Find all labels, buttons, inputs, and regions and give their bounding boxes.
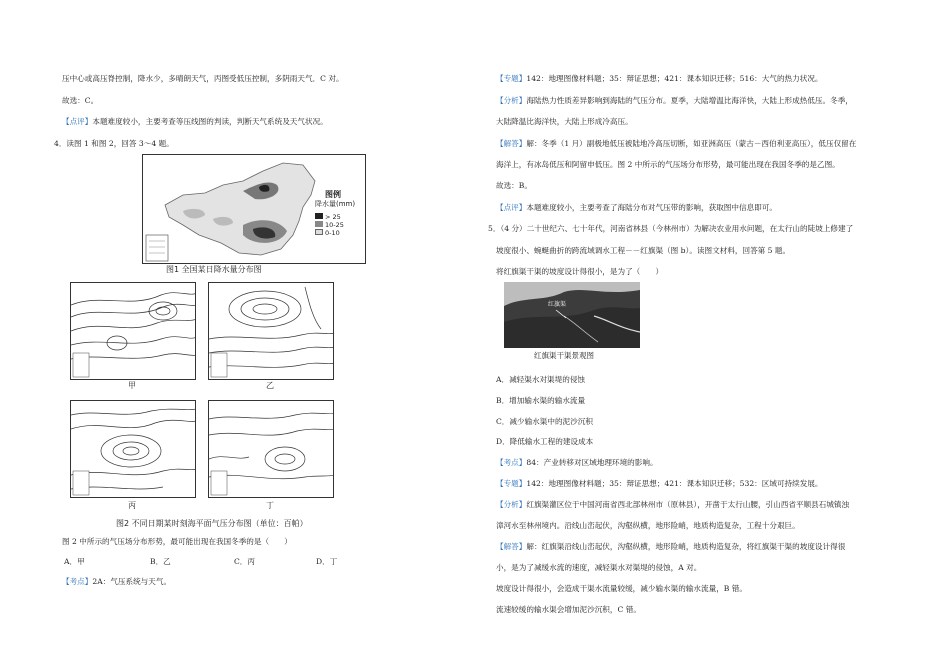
panel-label-bing: 丙	[128, 501, 136, 510]
comment-line	[62, 118, 328, 126]
comment-line	[496, 204, 777, 212]
answer-line	[496, 543, 845, 551]
option-b: B．增加输水渠的输水流量	[496, 396, 586, 405]
figure-1-caption: 图1 全国某日降水量分布图	[166, 265, 262, 274]
analysis-line	[496, 501, 849, 509]
knowledge-tag: 【考点】	[62, 577, 93, 586]
comment-tag: 【点评】	[62, 117, 93, 126]
text-line: 海洋上，有冰岛低压和阿留申低压。图 2 中所示的气压场分布形势，最可能出现在我国冬季的是乙图。	[496, 160, 840, 169]
analysis-tag: 【分析】	[496, 500, 527, 509]
question-text: 将红旗渠干渠的坡度设计得很小，是为了（ ）	[496, 267, 664, 276]
text-line: 故选：C。	[62, 96, 99, 105]
precipitation-map	[142, 154, 366, 264]
legend-item	[315, 221, 344, 229]
legend-title: 图例	[325, 190, 341, 199]
knowledge-line	[62, 578, 171, 586]
landscape-graphic	[504, 282, 640, 348]
text-line: 漳河水至林州境内。沿线山峦起伏，沟壑纵横，地形险峭，地质构造复杂，工程十分艰巨。	[496, 521, 800, 530]
legend-item	[315, 213, 344, 221]
legend-items	[315, 213, 344, 237]
topic-line	[496, 75, 823, 83]
knowledge-text: 2A：气压系统与天气。	[92, 577, 172, 586]
topic-text: 142：地理图像材料题；35：辩证思想；421：课本知识迁移；516：大气的热力状况。	[526, 74, 823, 83]
topic-tag: 【专题】	[496, 479, 527, 488]
question-5: 5．（4 分）二十世纪六、七十年代，河南省林县（今林州市）为解决农业用水问题，在太行山的陡坡上修建了	[488, 224, 854, 233]
pressure-map-jia	[70, 282, 196, 380]
legend-swatch	[315, 229, 323, 235]
topic-line	[496, 480, 823, 488]
analysis-text: 海陆热力性质差异影响到海陆的气压分布。夏季，大陆增温比海洋快，大陆上形成热低压。冬季，	[526, 96, 853, 105]
text-line: 小，是为了减缓水流的速度，减轻渠水对渠堤的侵蚀，A 对。	[496, 563, 702, 572]
pressure-map-ding	[208, 400, 334, 498]
legend-subtitle: 降水量(mm)	[315, 200, 356, 208]
knowledge-text: 84：产业转移对区域地理环境的影响。	[526, 458, 658, 467]
legend-swatch	[315, 221, 323, 227]
comment-tag: 【点评】	[496, 203, 527, 212]
text-line: 压中心或高压脊控制，降水少，多晴朗天气，丙图受低压控制，多阴雨天气．C 对。	[62, 74, 344, 83]
photo-caption: 红旗渠干渠景观图	[534, 351, 594, 360]
isobar-graphic	[71, 283, 196, 380]
comment-text: 本题难度较小，主要考查等压线图的判读，判断天气系统及天气状况。	[92, 117, 328, 126]
knowledge-line	[496, 459, 658, 467]
analysis-line	[496, 97, 853, 105]
text-line: 故选：B。	[496, 181, 532, 190]
topic-tag: 【专题】	[496, 74, 527, 83]
option-d: D．降低输水工程的建设成本	[496, 437, 594, 446]
answer-text: 解：红旗渠沿线山峦起伏，沟壑纵横，地形险峭，地质构造复杂，将红旗渠干渠的坡度设计得很	[526, 542, 846, 551]
option-d: D．丁	[316, 557, 338, 566]
text-line: 坡度很小、蜿蜒曲折的跨流域调水工程－－红旗渠（图 b）。读图文材料，回答第 5 题。	[496, 246, 791, 255]
isobar-graphic	[71, 401, 196, 498]
pressure-map-bing	[70, 400, 196, 498]
legend-label: 0-10	[325, 229, 340, 237]
red-flag-canal-photo	[504, 282, 640, 348]
isobar-graphic	[209, 401, 334, 498]
text-line: 大陆降温比海洋快，大陆上形成冷高压。	[496, 117, 633, 126]
topic-text: 142：地理图像材料题；35：辩证思想；421：课本知识迁移；532：区域可持续发展。	[526, 479, 823, 488]
legend-swatch	[315, 213, 323, 219]
answer-line	[496, 140, 856, 148]
knowledge-tag: 【考点】	[496, 458, 527, 467]
analysis-tag: 【分析】	[496, 96, 527, 105]
option-b: B．乙	[150, 557, 171, 566]
option-c: C．减少输水渠中的泥沙沉积	[496, 417, 593, 426]
option-c: C．丙	[234, 557, 255, 566]
right-column	[488, 0, 936, 672]
panel-label-ding: 丁	[266, 501, 274, 510]
question-4: 4．读图 1 和图 2，回答 3～4 题。	[54, 139, 174, 148]
text-line: 流速较缓的输水渠会增加泥沙沉积，C 错。	[496, 605, 641, 614]
legend-label: > 25	[325, 213, 341, 221]
answer-text: 解：冬季（1 月）副极地低压被陆地冷高压切断，如亚洲高压（蒙古－西伯利亚高压），低压仅留在	[526, 139, 857, 148]
question-text: 图 2 中所示的气压场分布形势，最可能出现在我国冬季的是（ ）	[62, 537, 292, 546]
china-map-graphic	[143, 155, 366, 264]
figure-2-caption: 图2 不同日期某时刻海平面气压分布图（单位：百帕）	[116, 519, 308, 528]
pressure-map-yi	[208, 282, 334, 380]
panel-label-yi: 乙	[266, 381, 274, 390]
text-line: 坡度设计得很小，会造成干渠水流量较缓，减少输水渠的输水流量，B 错。	[496, 584, 747, 593]
answer-tag: 【解答】	[496, 542, 527, 551]
isobar-graphic	[209, 283, 334, 380]
answer-tag: 【解答】	[496, 139, 527, 148]
comment-text: 本题难度较小，主要考查了海陆分布对气压带的影响，获取图中信息即可。	[526, 203, 777, 212]
analysis-text: 红旗渠灌区位于中国河南省西北部林州市（原林县），开凿于太行山腰，引山西省平顺县石城镇浊	[526, 500, 850, 509]
option-a: A．甲	[64, 557, 85, 566]
option-a: A．减轻渠水对渠堤的侵蚀	[496, 375, 586, 384]
legend-item	[315, 229, 344, 237]
panel-label-jia: 甲	[128, 381, 136, 390]
left-column	[54, 0, 502, 672]
photo-label: 红旗渠	[548, 301, 567, 308]
legend-label: 10-25	[325, 221, 344, 229]
